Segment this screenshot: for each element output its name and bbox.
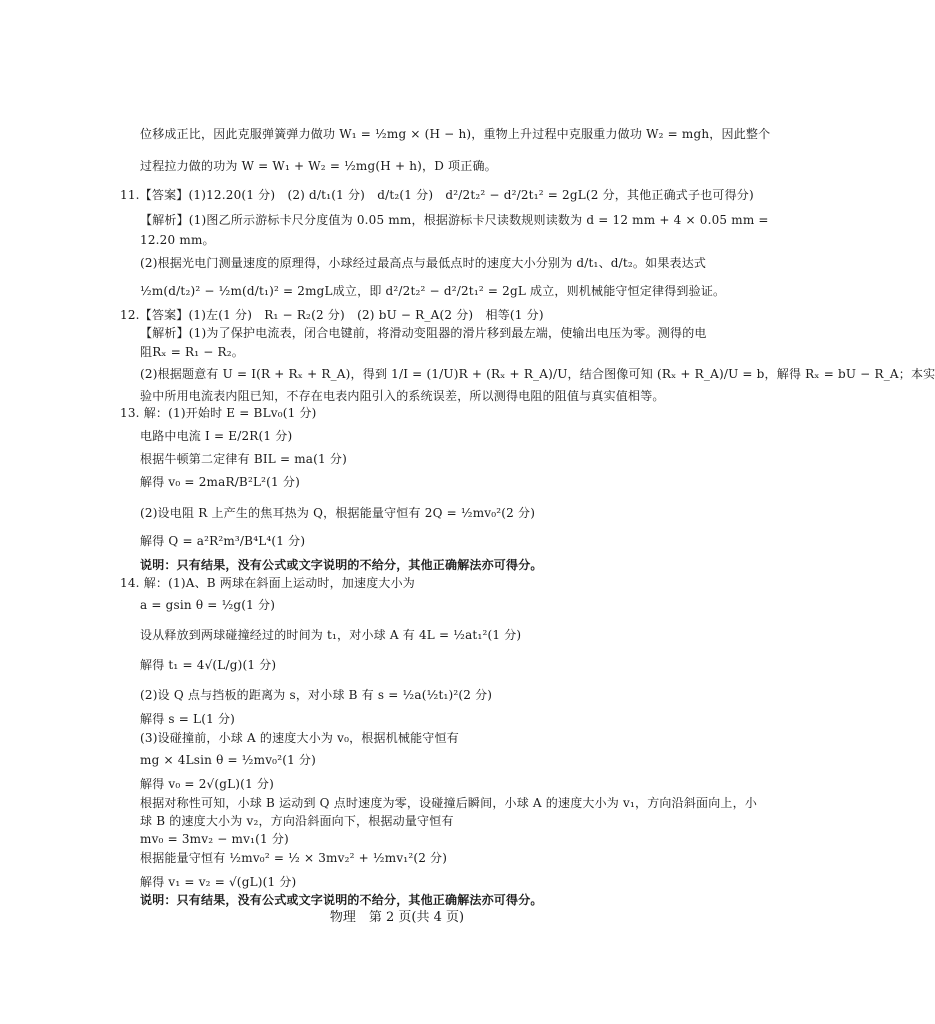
text-line: (2)设 Q 点与挡板的距离为 s，对小球 B 有 s = ½a(½t₁)²(2 分) (140, 688, 493, 702)
text-line: (2)根据题意有 U = I(R + Rₓ + R_A)，得到 1/I = (1/U)R + (Rₓ + R_A)/U，结合图像可知 (Rₓ + R_A)/U = b，解得 Rₓ = bU − R_A；本实 (140, 367, 935, 381)
text-line: 根据能量守恒有 ½mv₀² = ½ × 3mv₂² + ½mv₁²(2 分) (140, 851, 448, 865)
text-line: 根据牛顿第二定律有 BIL = ma(1 分) (140, 452, 347, 466)
text-line: 过程拉力做的功为 W = W₁ + W₂ = ½mg(H + h)，D 项正确。 (140, 159, 497, 173)
text-line: 【解析】(1)为了保护电流表，闭合电键前，将滑动变阻器的滑片移到最左端，使输出电压为零。测得的电 (140, 326, 707, 340)
text-line: 解得 v₀ = 2√(gL)(1 分) (140, 777, 274, 791)
text-line: 阻Rₓ = R₁ − R₂。 (140, 345, 244, 359)
text-line: 12.20 mm。 (140, 233, 215, 247)
text-line: 解得 t₁ = 4√(L/g)(1 分) (140, 658, 277, 672)
answer-line: 12.【答案】(1)左(1 分) R₁ − R₂(2 分) (2) bU − R_A(2 分) 相等(1 分) (120, 308, 544, 322)
text-line: 【解析】(1)图乙所示游标卡尺分度值为 0.05 mm，根据游标卡尺读数规则读数为 d = 12 mm + 4 × 0.05 mm = (140, 213, 769, 227)
text-line: a = gsin θ = ½g(1 分) (140, 598, 276, 612)
text-line: ½m(d/t₂)² − ½m(d/t₁)² = 2mgL成立，即 d²/2t₂² − d²/2t₁² = 2gL 成立，则机械能守恒定律得到验证。 (140, 284, 726, 298)
solution-line: 14. 解：(1)A、B 两球在斜面上运动时，加速度大小为 (120, 576, 415, 590)
solution-line: 13. 解：(1)开始时 E = BLv₀(1 分) (120, 406, 317, 420)
answer-line: 11.【答案】(1)12.20(1 分) (2) d/t₁(1 分) d/t₂(1 分) d²/2t₂² − d²/2t₁² = 2gL(2 分，其他正确式子也可得分) (120, 188, 754, 202)
text-line: 根据对称性可知，小球 B 运动到 Q 点时速度为零，设碰撞后瞬间，小球 A 的速度大小为 v₁，方向沿斜面向上，小 (140, 796, 758, 810)
text-line: 解得 v₀ = 2maR/B²L²(1 分) (140, 475, 300, 489)
note-line: 说明：只有结果，没有公式或文字说明的不给分，其他正确解法亦可得分。 (140, 558, 543, 572)
text-line: 解得 Q = a²R²m³/B⁴L⁴(1 分) (140, 534, 306, 548)
page-footer: 物理 第 2 页(共 4 页) (329, 910, 465, 925)
text-line: (2)设电阻 R 上产生的焦耳热为 Q，根据能量守恒有 2Q = ½mv₀²(2 分) (140, 506, 536, 520)
text-line: 位移成正比，因此克服弹簧弹力做功 W₁ = ½mg × (H − h)，重物上升过程中克服重力做功 W₂ = mgh，因此整个 (140, 127, 771, 141)
text-line: (3)设碰撞前，小球 A 的速度大小为 v₀，根据机械能守恒有 (140, 731, 459, 745)
text-line: 设从释放到两球碰撞经过的时间为 t₁，对小球 A 有 4L = ½at₁²(1 分) (140, 628, 522, 642)
note-line: 说明：只有结果，没有公式或文字说明的不给分，其他正确解法亦可得分。 (140, 893, 543, 907)
text-line: mv₀ = 3mv₂ − mv₁(1 分) (140, 832, 289, 846)
text-line: 验中所用电流表内阻已知，不存在电表内阻引入的系统误差，所以测得电阻的阻值与真实值相等。 (140, 389, 665, 403)
text-line: (2)根据光电门测量速度的原理得，小球经过最高点与最低点时的速度大小分别为 d/t₁、d/t₂。如果表达式 (140, 256, 707, 270)
text-line: 解得 v₁ = v₂ = √(gL)(1 分) (140, 875, 297, 889)
text-line: 球 B 的速度大小为 v₂，方向沿斜面向下，根据动量守恒有 (140, 814, 454, 828)
text-line: 解得 s = L(1 分) (140, 712, 236, 726)
text-line: mg × 4Lsin θ = ½mv₀²(1 分) (140, 753, 317, 767)
text-line: 电路中电流 I = E/2R(1 分) (140, 429, 293, 443)
